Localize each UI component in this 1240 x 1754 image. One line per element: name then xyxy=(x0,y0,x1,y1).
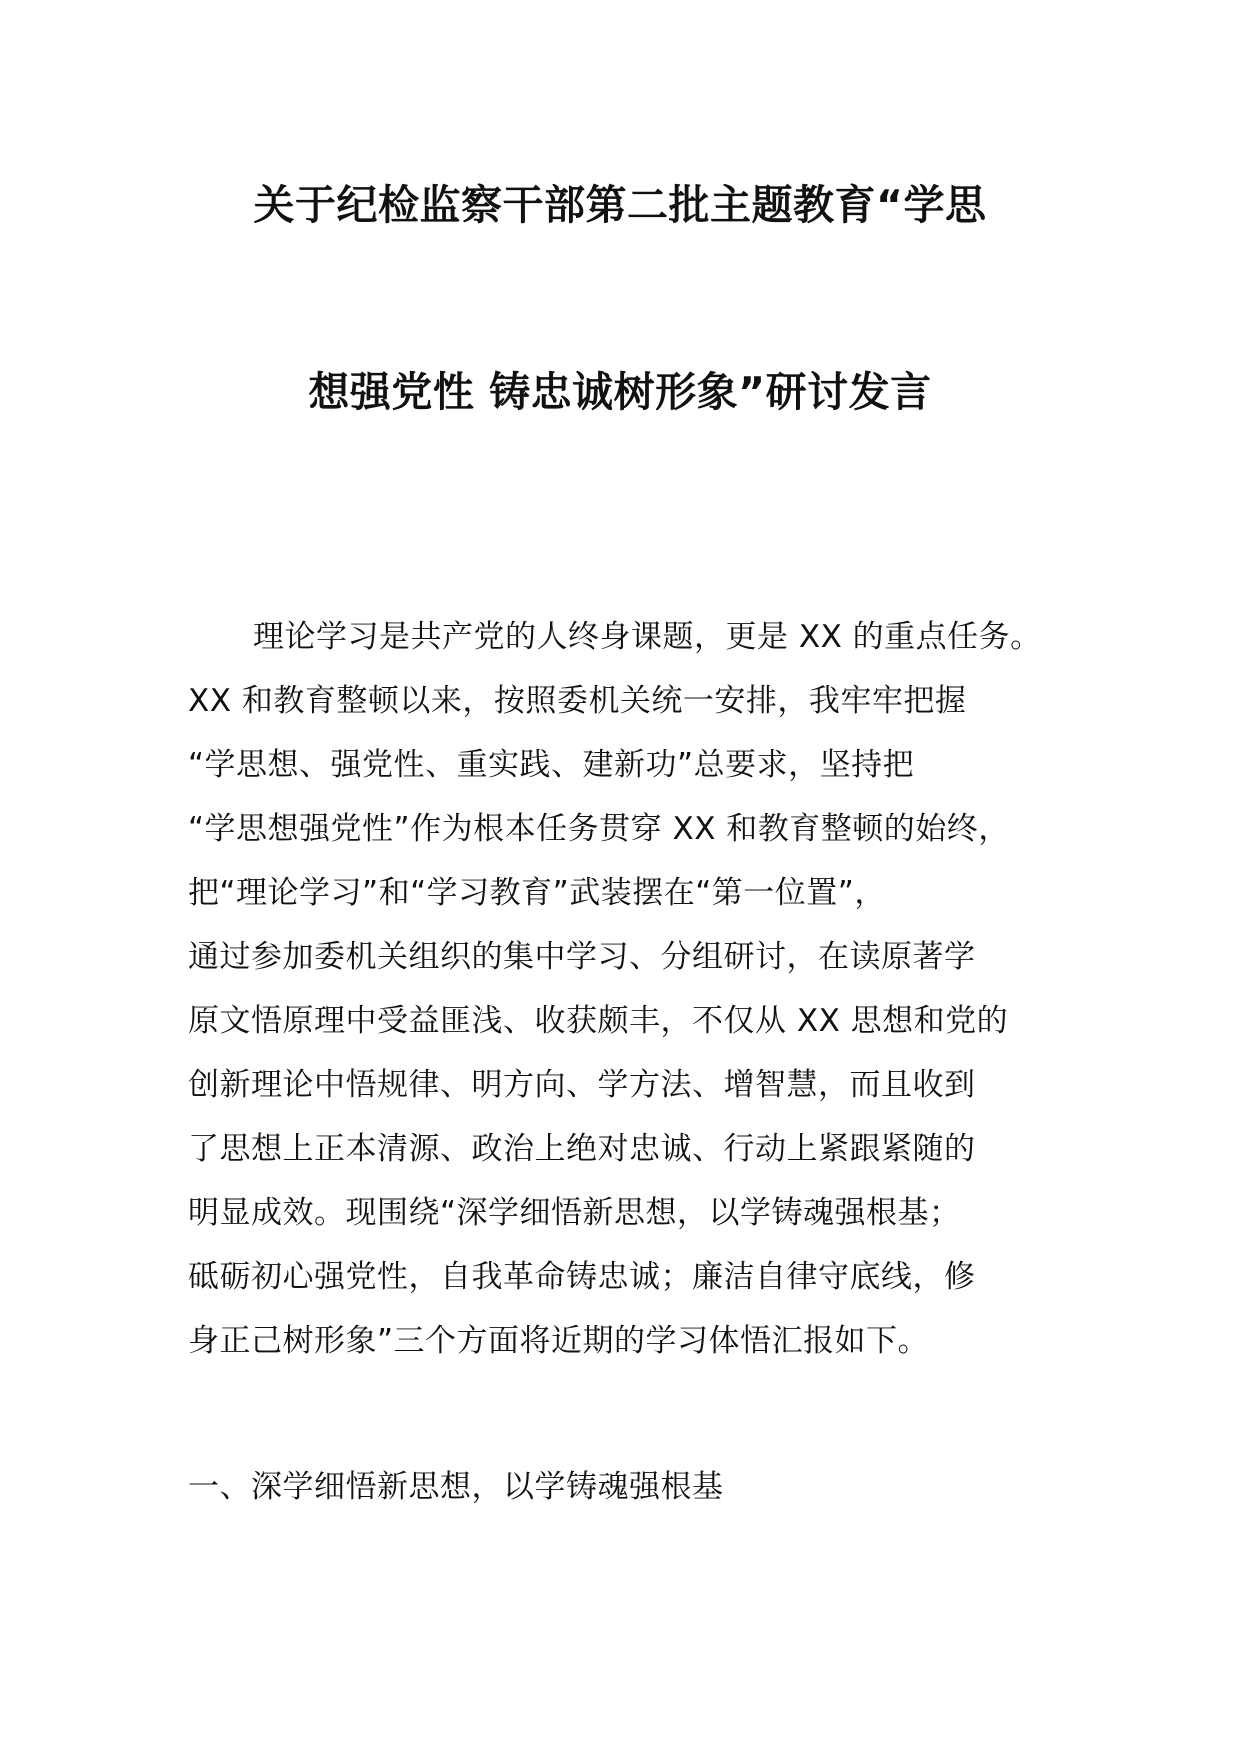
paragraph-line-4: “学思想强党性”作为根本任务贯穿 XX 和教育整顿的始终， xyxy=(188,811,1010,847)
paragraph-line-11: 砥砺初心强党性，自我革命铸忠诚；廉洁自律守底线，修 xyxy=(188,1259,976,1295)
paragraph-line-7: 原文悟原理中受益匪浅、收获颇丰，不仅从 XX 思想和党的 xyxy=(188,1003,1009,1039)
section-heading-1: 一、深学细悟新思想，以学铸魂强根基 xyxy=(188,1469,724,1505)
document-title-line-1: 关于纪检监察干部第二批主题教育“学思 xyxy=(253,181,987,229)
paragraph-line-1: 理论学习是共产党的人终身课题，更是 XX 的重点任务。 xyxy=(253,619,1042,655)
paragraph-line-8: 创新理论中悟规律、明方向、学方法、增智慧，而且收到 xyxy=(188,1067,976,1103)
paragraph-line-12: 身正己树形象”三个方面将近期的学习体悟汇报如下。 xyxy=(188,1323,930,1359)
document-title-line-2: 想强党性 铸忠诚树形象”研讨发言 xyxy=(308,368,932,416)
paragraph-line-10: 明显成效。现围绕“深学细悟新思想，以学铸魂强根基； xyxy=(188,1195,961,1231)
paragraph-line-9: 了思想上正本清源、政治上绝对忠诚、行动上紧跟紧随的 xyxy=(188,1131,976,1167)
paragraph-line-2: XX 和教育整顿以来，按照委机关统一安排，我牢牢把握 xyxy=(188,683,967,719)
paragraph-line-3: “学思想、强党性、重实践、建新功”总要求，坚持把 xyxy=(188,747,915,783)
paragraph-line-6: 通过参加委机关组织的集中学习、分组研讨，在读原著学 xyxy=(188,939,976,975)
paragraph-line-5: 把“理论学习”和“学习教育”武装摆在“第一位置”， xyxy=(188,875,886,911)
